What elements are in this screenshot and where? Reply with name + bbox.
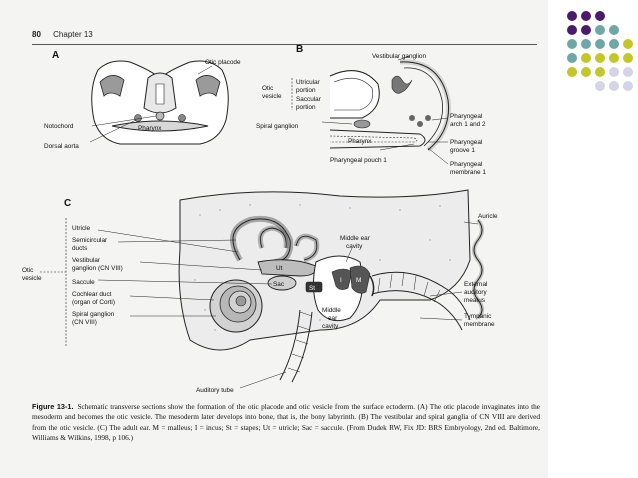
dot bbox=[623, 39, 633, 49]
label-malleus: M bbox=[356, 277, 362, 284]
label-pharynx-a: Pharynx bbox=[138, 125, 162, 132]
dot bbox=[623, 81, 633, 91]
dot-row-1 bbox=[567, 11, 605, 21]
neural-canal bbox=[156, 84, 164, 104]
panel-c bbox=[22, 190, 498, 394]
panel-b bbox=[256, 44, 486, 176]
dot bbox=[595, 39, 605, 49]
dot bbox=[609, 67, 619, 77]
label-utricle: Utricle bbox=[72, 225, 91, 232]
label-pharyngeal-membrane-2: membrane 1 bbox=[450, 169, 486, 176]
label-middle-ear-top-1: Middle ear bbox=[340, 235, 370, 242]
dot bbox=[567, 39, 577, 49]
dot bbox=[567, 53, 577, 63]
label-spiral-1: Spiral ganglion bbox=[72, 311, 115, 318]
vestibular-ganglion-shape bbox=[392, 76, 412, 93]
figure-caption bbox=[32, 402, 540, 444]
label-cochlear-2: (organ of Corti) bbox=[72, 299, 115, 306]
dot bbox=[567, 67, 577, 77]
otic-placode-right bbox=[196, 75, 220, 96]
dot-row-6 bbox=[595, 81, 633, 91]
dot bbox=[581, 39, 591, 49]
otic-placode-left bbox=[100, 75, 124, 96]
cochlea-shape bbox=[210, 280, 262, 332]
label-stapes: St bbox=[309, 285, 316, 292]
label-spiral-ganglion-b: Spiral ganglion bbox=[256, 123, 299, 130]
dot bbox=[595, 81, 605, 91]
label-saccular-2: portion bbox=[296, 104, 316, 111]
dot bbox=[595, 67, 605, 77]
caption-text: Schematic transverse sections show the formation of the otic placode and otic vesicle from the surface ectoderm. (A) The otic placode invaginates into the mesoderm and becomes the otic vesicle. The mesoderm later develops into bone, that is, the bony labyrinth. (B) The vestibular and spiral ganglia of CN VIII are derived from the otic vesicle. (C) The adult ear. M = malleus; I = incus; St = stapes; Ut = utricle; Sac = saccule. (From Dudek RW, Fix JD: BRS Embryology, 2nd ed. Baltimore, Williams & Wilkins, 1998, p 106.) bbox=[32, 402, 540, 443]
label-semicircular-2: ducts bbox=[72, 245, 88, 252]
dot bbox=[567, 11, 577, 21]
label-middle-ear-bottom-2: ear bbox=[328, 315, 338, 322]
label-pharyngeal-arch-1: Pharyngeal bbox=[450, 113, 483, 120]
dot bbox=[609, 39, 619, 49]
dot bbox=[567, 25, 577, 35]
label-middle-ear-bottom-1: Middle bbox=[322, 307, 341, 314]
label-incus: I bbox=[340, 277, 342, 284]
panel-c-letter: C bbox=[64, 198, 72, 209]
label-saccule: Saccule bbox=[72, 279, 95, 286]
label-pharyngeal-groove-2: groove 1 bbox=[450, 147, 475, 154]
label-vestibular-2: ganglion (CN VIII) bbox=[72, 265, 123, 272]
label-vestibular-1: Vestibular bbox=[72, 257, 101, 264]
label-pharyngeal-pouch: Pharyngeal pouch 1 bbox=[330, 157, 387, 164]
label-vesicle-b: vesicle bbox=[262, 93, 282, 100]
label-sac: Sac bbox=[273, 281, 285, 288]
label-utricular-1: Utricular bbox=[296, 79, 320, 86]
label-pharyngeal-membrane-1: Pharyngeal bbox=[450, 161, 483, 168]
dot bbox=[623, 53, 633, 63]
label-external-1: External bbox=[464, 281, 488, 288]
label-otic-b: Otic bbox=[262, 85, 274, 92]
label-auditory-tube: Auditory tube bbox=[196, 387, 234, 394]
dot bbox=[609, 53, 619, 63]
notochord-shape bbox=[156, 112, 164, 120]
label-semicircular-1: Semicircular bbox=[72, 237, 108, 244]
label-middle-ear-top-2: cavity bbox=[346, 243, 363, 250]
page-number: 80 bbox=[32, 30, 41, 39]
decorative-dot-grid bbox=[560, 6, 638, 102]
chapter-title: Chapter 13 bbox=[53, 30, 93, 39]
dot-row-4 bbox=[567, 53, 633, 63]
dot bbox=[609, 81, 619, 91]
panel-a bbox=[44, 50, 241, 150]
dot bbox=[581, 67, 591, 77]
label-pharynx-b: Pharynx bbox=[348, 138, 372, 145]
dot bbox=[595, 25, 605, 35]
label-ut: Ut bbox=[276, 265, 283, 272]
label-tympanic-1: Tympanic bbox=[464, 313, 492, 320]
label-saccular-1: Saccular bbox=[296, 96, 321, 103]
label-pharyngeal-arch-2: arch 1 and 2 bbox=[450, 121, 486, 128]
dot bbox=[581, 25, 591, 35]
label-vestibular-ganglion-b: Vestibular ganglion bbox=[372, 53, 427, 60]
label-middle-ear-bottom-3: cavity bbox=[322, 323, 339, 330]
spiral-ganglion-shape bbox=[354, 120, 370, 128]
dot-row-3 bbox=[567, 39, 633, 49]
dot bbox=[581, 11, 591, 21]
label-external-2: auditory bbox=[464, 289, 487, 296]
label-vesicle-c: vesicle bbox=[22, 275, 42, 282]
dot-row-2 bbox=[567, 25, 619, 35]
dot bbox=[595, 53, 605, 63]
label-external-3: meatus bbox=[464, 297, 485, 304]
dorsal-aorta-right bbox=[179, 115, 186, 122]
label-tympanic-2: membrane bbox=[464, 321, 495, 328]
dot-row-5 bbox=[567, 67, 633, 77]
dot bbox=[595, 11, 605, 21]
label-utricular-2: portion bbox=[296, 87, 316, 94]
label-notochord: Notochord bbox=[44, 123, 74, 130]
label-otic-c: Otic bbox=[22, 267, 34, 274]
dot bbox=[623, 67, 633, 77]
label-spiral-2: (CN VIII) bbox=[72, 319, 97, 326]
label-cochlear-1: Cochlear duct bbox=[72, 291, 112, 298]
label-auricle: Auricle bbox=[478, 213, 498, 220]
panel-a-letter: A bbox=[52, 50, 60, 61]
dot bbox=[581, 53, 591, 63]
label-otic-placode: Otic placode bbox=[205, 59, 241, 66]
dot bbox=[609, 25, 619, 35]
label-pharyngeal-groove-1: Pharyngeal bbox=[450, 139, 483, 146]
panel-b-letter: B bbox=[296, 44, 304, 55]
caption-title: Figure 13-1. bbox=[32, 402, 74, 411]
label-dorsal-aorta: Dorsal aorta bbox=[44, 143, 79, 150]
